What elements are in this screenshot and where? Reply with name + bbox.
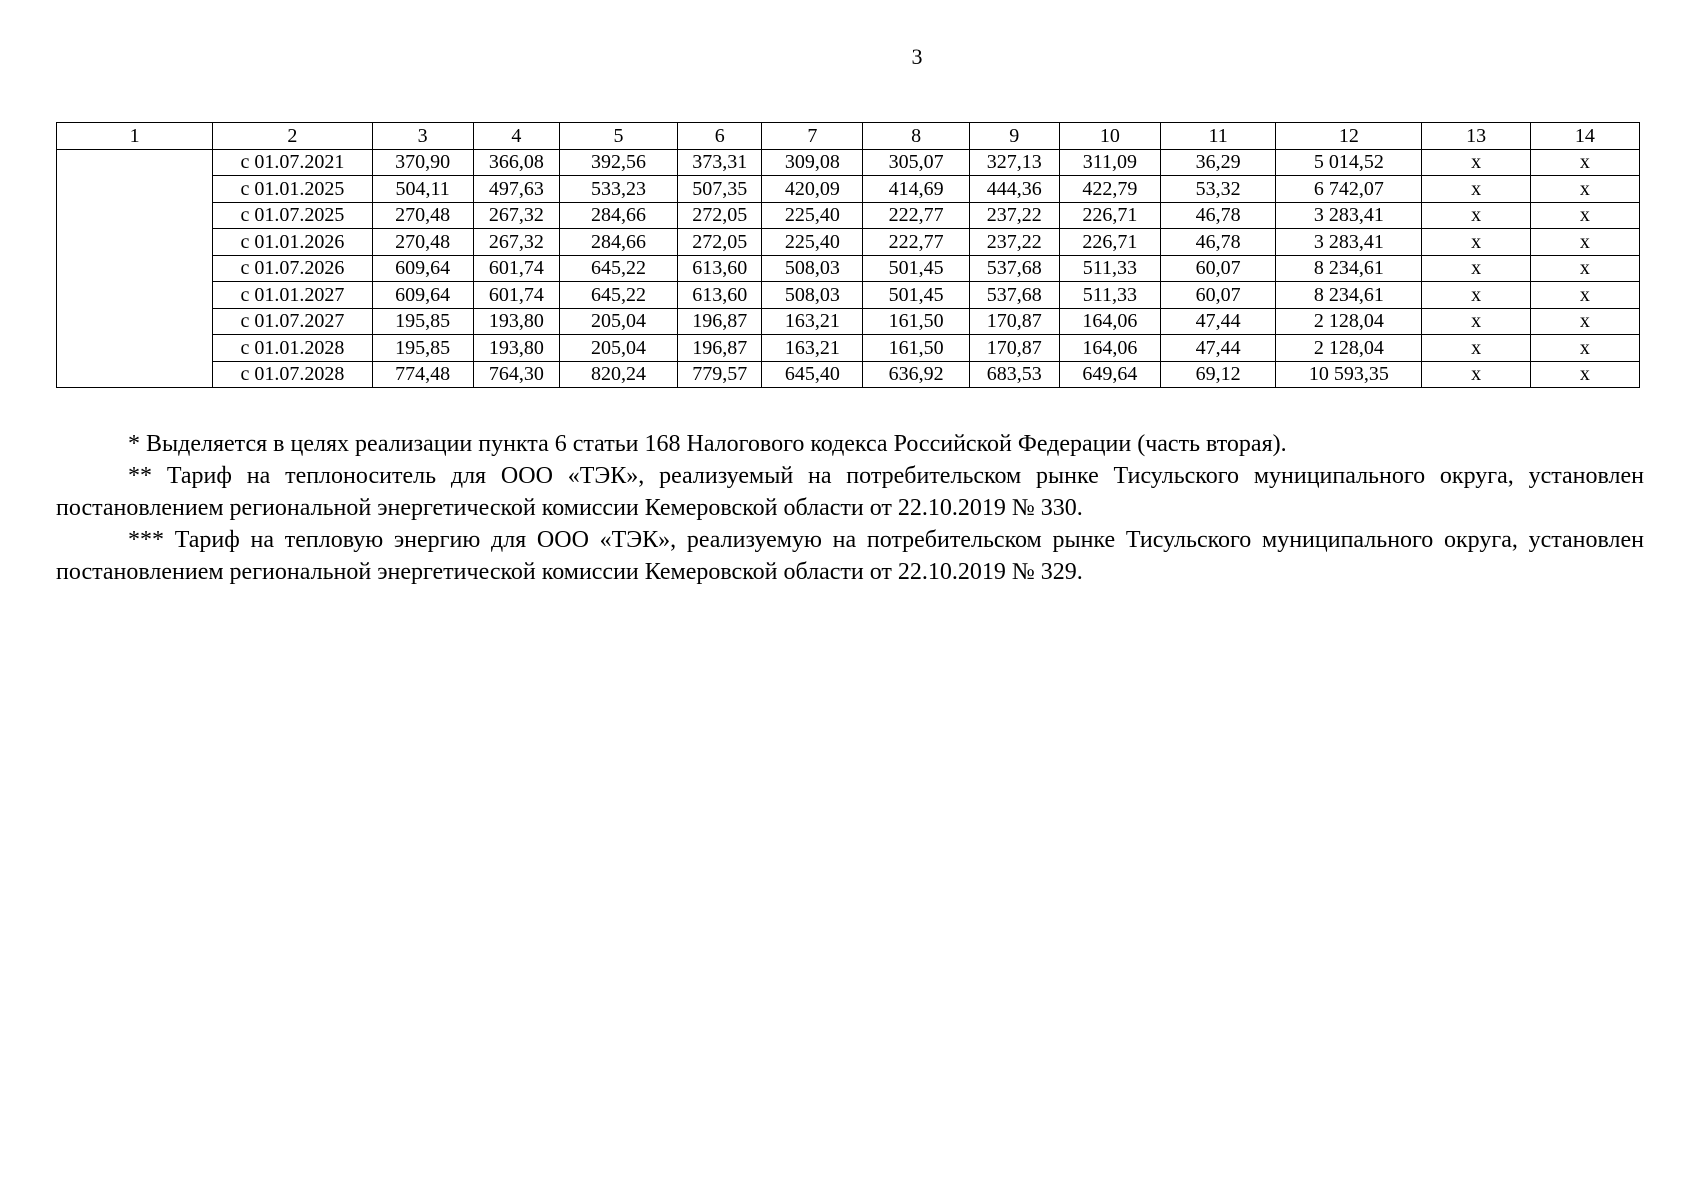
value-cell: 8 234,61: [1276, 282, 1422, 309]
value-cell: 508,03: [762, 282, 863, 309]
value-cell: 305,07: [863, 149, 969, 176]
value-cell: х: [1422, 282, 1530, 309]
tariff-table: [56, 122, 1640, 388]
column-header: 10: [1059, 123, 1160, 150]
value-cell: 504,11: [372, 176, 473, 203]
table-row: [57, 202, 1640, 229]
page-number: 3: [911, 44, 923, 69]
value-cell: 373,31: [678, 149, 762, 176]
value-cell: 8 234,61: [1276, 255, 1422, 282]
value-cell: 226,71: [1059, 229, 1160, 256]
value-cell: х: [1530, 149, 1639, 176]
value-cell: х: [1530, 202, 1639, 229]
value-cell: 645,22: [559, 255, 677, 282]
value-cell: 193,80: [473, 308, 559, 335]
value-cell: 53,32: [1161, 176, 1276, 203]
date-cell: с 01.07.2025: [213, 202, 372, 229]
value-cell: 533,23: [559, 176, 677, 203]
column-header: 12: [1276, 123, 1422, 150]
value-cell: х: [1422, 361, 1530, 388]
merged-first-cell: [57, 149, 213, 388]
value-cell: х: [1422, 229, 1530, 256]
value-cell: 222,77: [863, 202, 969, 229]
value-cell: 537,68: [969, 255, 1059, 282]
column-header: 1: [57, 123, 213, 150]
value-cell: 60,07: [1161, 255, 1276, 282]
value-cell: 508,03: [762, 255, 863, 282]
column-header: 11: [1161, 123, 1276, 150]
value-cell: 497,63: [473, 176, 559, 203]
value-cell: 164,06: [1059, 308, 1160, 335]
value-cell: 195,85: [372, 308, 473, 335]
table-row: [57, 335, 1640, 362]
value-cell: 511,33: [1059, 255, 1160, 282]
table-row: [57, 282, 1640, 309]
value-cell: 164,06: [1059, 335, 1160, 362]
date-cell: с 01.07.2021: [213, 149, 372, 176]
value-cell: х: [1530, 308, 1639, 335]
date-cell: с 01.07.2028: [213, 361, 372, 388]
value-cell: 601,74: [473, 255, 559, 282]
table-row: [57, 255, 1640, 282]
value-cell: 237,22: [969, 202, 1059, 229]
table-row: [57, 308, 1640, 335]
table-row: [57, 149, 1640, 176]
value-cell: 309,08: [762, 149, 863, 176]
value-cell: 46,78: [1161, 229, 1276, 256]
value-cell: х: [1530, 361, 1639, 388]
value-cell: 636,92: [863, 361, 969, 388]
column-header: 7: [762, 123, 863, 150]
value-cell: 613,60: [678, 282, 762, 309]
footnote-3: *** Тариф на тепловую энергию для ООО «ТЭК», реализуемую на потребительском рынке Тисульского муниципального округа, установлен постановлением региональной энергетической комиссии Кемеровской области от 22.10.2019 № 329.: [56, 527, 1644, 585]
value-cell: 170,87: [969, 335, 1059, 362]
value-cell: 327,13: [969, 149, 1059, 176]
value-cell: 272,05: [678, 229, 762, 256]
date-cell: с 01.01.2028: [213, 335, 372, 362]
tariff-table-container: [56, 122, 1640, 388]
value-cell: 501,45: [863, 255, 969, 282]
footnotes: [56, 428, 1644, 588]
table-row: [57, 229, 1640, 256]
value-cell: 501,45: [863, 282, 969, 309]
column-header: 5: [559, 123, 677, 150]
value-cell: 3 283,41: [1276, 202, 1422, 229]
value-cell: 222,77: [863, 229, 969, 256]
value-cell: 237,22: [969, 229, 1059, 256]
value-cell: 284,66: [559, 229, 677, 256]
value-cell: 613,60: [678, 255, 762, 282]
value-cell: 5 014,52: [1276, 149, 1422, 176]
value-cell: 537,68: [969, 282, 1059, 309]
value-cell: 47,44: [1161, 335, 1276, 362]
value-cell: 267,32: [473, 229, 559, 256]
value-cell: 161,50: [863, 308, 969, 335]
value-cell: 196,87: [678, 335, 762, 362]
value-cell: 370,90: [372, 149, 473, 176]
value-cell: 195,85: [372, 335, 473, 362]
value-cell: 649,64: [1059, 361, 1160, 388]
column-header: 2: [213, 123, 372, 150]
value-cell: 284,66: [559, 202, 677, 229]
value-cell: 46,78: [1161, 202, 1276, 229]
value-cell: 601,74: [473, 282, 559, 309]
value-cell: 507,35: [678, 176, 762, 203]
value-cell: 774,48: [372, 361, 473, 388]
value-cell: 270,48: [372, 202, 473, 229]
value-cell: 36,29: [1161, 149, 1276, 176]
value-cell: 270,48: [372, 229, 473, 256]
value-cell: 47,44: [1161, 308, 1276, 335]
value-cell: 609,64: [372, 282, 473, 309]
value-cell: х: [1422, 308, 1530, 335]
value-cell: 645,22: [559, 282, 677, 309]
value-cell: 205,04: [559, 335, 677, 362]
value-cell: 414,69: [863, 176, 969, 203]
value-cell: х: [1422, 255, 1530, 282]
value-cell: х: [1422, 335, 1530, 362]
date-cell: с 01.07.2026: [213, 255, 372, 282]
value-cell: х: [1422, 202, 1530, 229]
value-cell: 311,09: [1059, 149, 1160, 176]
value-cell: 272,05: [678, 202, 762, 229]
footnote-1: * Выделяется в целях реализации пункта 6 статьи 168 Налогового кодекса Российской Федерации (часть вторая).: [128, 431, 1287, 457]
table-row: [57, 361, 1640, 388]
value-cell: 3 283,41: [1276, 229, 1422, 256]
value-cell: 69,12: [1161, 361, 1276, 388]
value-cell: 10 593,35: [1276, 361, 1422, 388]
column-header: 3: [372, 123, 473, 150]
value-cell: 163,21: [762, 308, 863, 335]
date-cell: с 01.01.2026: [213, 229, 372, 256]
value-cell: 2 128,04: [1276, 335, 1422, 362]
value-cell: 392,56: [559, 149, 677, 176]
value-cell: х: [1422, 149, 1530, 176]
value-cell: х: [1530, 176, 1639, 203]
value-cell: 225,40: [762, 202, 863, 229]
value-cell: 60,07: [1161, 282, 1276, 309]
column-header: 4: [473, 123, 559, 150]
value-cell: 225,40: [762, 229, 863, 256]
column-header: 9: [969, 123, 1059, 150]
value-cell: х: [1530, 282, 1639, 309]
footnote-2: ** Тариф на теплоноситель для ООО «ТЭК», реализуемый на потребительском рынке Тисульского муниципального округа, установлен постановлением региональной энергетической комиссии Кемеровской области от 22.10.2019 № 330.: [56, 463, 1644, 521]
value-cell: 6 742,07: [1276, 176, 1422, 203]
table-header-row: [57, 123, 1640, 150]
value-cell: 645,40: [762, 361, 863, 388]
value-cell: х: [1422, 176, 1530, 203]
column-header: 8: [863, 123, 969, 150]
column-header: 14: [1530, 123, 1639, 150]
date-cell: с 01.07.2027: [213, 308, 372, 335]
value-cell: 170,87: [969, 308, 1059, 335]
value-cell: 196,87: [678, 308, 762, 335]
table-row: [57, 176, 1640, 203]
value-cell: 820,24: [559, 361, 677, 388]
table-body: [57, 149, 1640, 388]
column-header: 13: [1422, 123, 1530, 150]
value-cell: 420,09: [762, 176, 863, 203]
value-cell: 205,04: [559, 308, 677, 335]
value-cell: 2 128,04: [1276, 308, 1422, 335]
date-cell: с 01.01.2027: [213, 282, 372, 309]
value-cell: 163,21: [762, 335, 863, 362]
date-cell: с 01.01.2025: [213, 176, 372, 203]
value-cell: 267,32: [473, 202, 559, 229]
value-cell: 422,79: [1059, 176, 1160, 203]
value-cell: х: [1530, 255, 1639, 282]
value-cell: 764,30: [473, 361, 559, 388]
value-cell: 161,50: [863, 335, 969, 362]
value-cell: 683,53: [969, 361, 1059, 388]
column-header: 6: [678, 123, 762, 150]
value-cell: 511,33: [1059, 282, 1160, 309]
value-cell: 226,71: [1059, 202, 1160, 229]
value-cell: 609,64: [372, 255, 473, 282]
value-cell: х: [1530, 229, 1639, 256]
value-cell: 366,08: [473, 149, 559, 176]
value-cell: 444,36: [969, 176, 1059, 203]
value-cell: 193,80: [473, 335, 559, 362]
value-cell: 779,57: [678, 361, 762, 388]
value-cell: х: [1530, 335, 1639, 362]
